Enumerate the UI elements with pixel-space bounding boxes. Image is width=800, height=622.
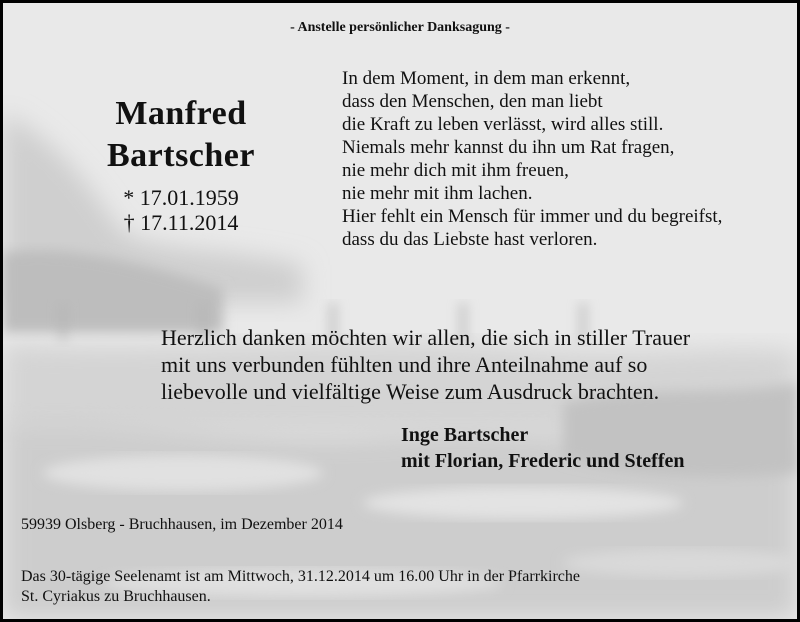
poem-line: nie mehr mit ihm lachen. <box>342 183 533 204</box>
thanks-line: mit uns verbunden fühlten und ihre Anteilnahme auf so <box>161 352 648 377</box>
deceased-last-name: Bartscher <box>106 137 255 174</box>
signer-line: mit Florian, Frederic und Steffen <box>401 450 685 472</box>
thanks-message <box>161 324 690 405</box>
subtitle: - Anstelle persönlicher Danksagung - <box>290 20 510 35</box>
poem-line: Hier fehlt ein Mensch für immer und du begreifst, <box>342 206 723 227</box>
poem-line: dass du das Liebste hast verloren. <box>342 229 598 250</box>
poem-line: dass den Menschen, den man liebt <box>342 91 603 112</box>
deceased-first-name: Manfred <box>115 95 247 132</box>
poem-line: In dem Moment, in dem man erkennt, <box>342 68 631 89</box>
poem-line: die Kraft zu leben verlässt, wird alles still. <box>342 114 664 135</box>
death-date: † 17.11.2014 <box>123 210 239 235</box>
place-and-date: 59939 Olsberg - Bruchhausen, im Dezember 2014 <box>21 516 343 533</box>
signer-line: Inge Bartscher <box>401 424 529 446</box>
thanks-line: Herzlich danken möchten wir allen, die sich in stiller Trauer <box>161 325 691 350</box>
service-line: Das 30-tägige Seelenamt ist am Mittwoch, 31.12.2014 um 16.00 Uhr in der Pfarrkirche <box>21 568 580 585</box>
signers <box>401 422 684 474</box>
thanks-line: liebevolle und vielfältige Weise zum Ausdruck brachten. <box>161 379 660 404</box>
service-line: St. Cyriakus zu Bruchhausen. <box>21 588 211 605</box>
poem <box>342 67 722 251</box>
poem-line: nie mehr dich mit ihm freuen, <box>342 160 569 181</box>
poem-line: Niemals mehr kannst du ihn um Rat fragen, <box>342 137 675 158</box>
memorial-service-note <box>21 567 580 607</box>
birth-date: * 17.01.1959 <box>123 185 239 210</box>
